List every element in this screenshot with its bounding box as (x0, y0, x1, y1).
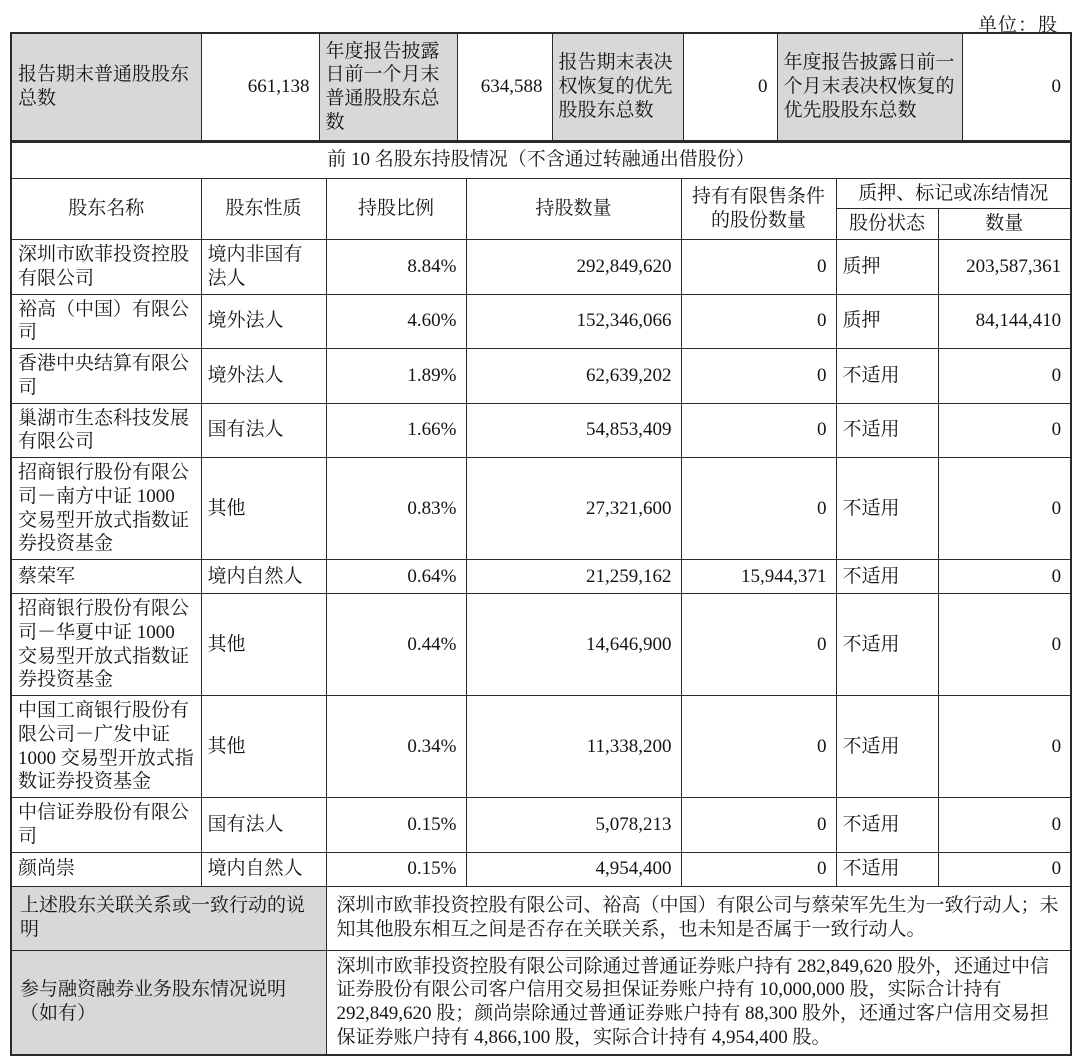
shareholding-quantity: 152,346,066 (466, 294, 681, 349)
shareholder-nature: 境内非国有法人 (201, 240, 326, 295)
shareholding-ratio: 0.15% (326, 798, 466, 853)
shareholding-ratio: 0.83% (326, 458, 466, 560)
ordinary-shareholders-total-label: 报告期末普通股股东总数 (11, 33, 201, 141)
margin-trading-note-row (11, 950, 1071, 1055)
summary-row (11, 33, 1071, 141)
shareholder-name: 深圳市欧菲投资控股有限公司 (11, 240, 201, 295)
shareholding-ratio: 4.60% (326, 294, 466, 349)
unit-label: 单位：股 (977, 15, 1058, 36)
shareholder-name: 颜尚崇 (11, 852, 201, 886)
preferred-shareholders-total-label: 报告期末表决权恢复的优先股股东总数 (552, 33, 683, 141)
margin-trading-note-label: 参与融资融券业务股东情况说明（如有） (11, 950, 326, 1055)
pledge-status: 不适用 (836, 852, 938, 886)
shareholding-ratio: 0.15% (326, 852, 466, 886)
pledge-number: 0 (938, 349, 1071, 404)
shareholder-row (11, 240, 1071, 295)
shareholding-quantity: 54,853,409 (466, 403, 681, 458)
ordinary-shareholders-premonth-label: 年度报告披露日前一个月末普通股股东总数 (319, 33, 457, 141)
pledge-number: 0 (938, 458, 1071, 560)
pledge-status: 不适用 (836, 458, 938, 560)
shareholding-ratio: 0.34% (326, 696, 466, 798)
pledge-status: 质押 (836, 240, 938, 295)
shareholder-nature: 国有法人 (201, 798, 326, 853)
shareholder-nature: 其他 (201, 458, 326, 560)
col-header-restricted: 持有有限售条件的股份数量 (681, 178, 836, 240)
header-row-1 (11, 178, 1071, 209)
restricted-shares: 15,944,371 (681, 560, 836, 594)
col-header-name: 股东名称 (11, 178, 201, 240)
shareholding-quantity: 27,321,600 (466, 458, 681, 560)
shareholder-name: 中信证券股份有限公司 (11, 798, 201, 853)
top10-shareholders-table (10, 141, 1072, 1056)
shareholder-count-summary-table (10, 32, 1072, 142)
shareholder-nature: 境外法人 (201, 294, 326, 349)
shareholding-ratio: 0.64% (326, 560, 466, 594)
restricted-shares: 0 (681, 349, 836, 404)
band-row (11, 142, 1071, 178)
pledge-number: 0 (938, 696, 1071, 798)
pledge-status: 不适用 (836, 349, 938, 404)
pledge-status: 不适用 (836, 560, 938, 594)
shareholder-row (11, 798, 1071, 853)
pledge-number: 84,144,410 (938, 294, 1071, 349)
shareholding-quantity: 21,259,162 (466, 560, 681, 594)
shareholder-nature: 国有法人 (201, 403, 326, 458)
margin-trading-note-text: 深圳市欧菲投资控股有限公司除通过普通证券账户持有 282,849,620 股外，还通过中信证券股份有限公司客户信用交易担保证券账户持有 10,000,000 股，实际合计持有 292,849,620 股；颜尚崇除通过普通证券账户持有 88,300 股外，还通过客户信用交易担保证券账户持有 4,866,100 股，实际合计持有 4,954,400 股。 (326, 950, 1071, 1055)
restricted-shares: 0 (681, 852, 836, 886)
col-header-ratio: 持股比例 (326, 178, 466, 240)
preferred-shareholders-premonth-value: 0 (962, 33, 1071, 141)
shareholder-name: 招商银行股份有限公司－南方中证 1000 交易型开放式指数证券投资基金 (11, 458, 201, 560)
ordinary-shareholders-total-value: 661,138 (201, 33, 319, 141)
restricted-shares: 0 (681, 403, 836, 458)
col-header-pledge-group: 质押、标记或冻结情况 (836, 178, 1071, 209)
top10-band-title: 前 10 名股东持股情况（不含通过转融通出借股份） (11, 142, 1071, 178)
shareholder-nature: 其他 (201, 594, 326, 696)
shareholder-name: 巢湖市生态科技发展有限公司 (11, 403, 201, 458)
relation-note-label: 上述股东关联关系或一致行动的说明 (11, 886, 326, 950)
shareholder-name: 招商银行股份有限公司－华夏中证 1000 交易型开放式指数证券投资基金 (11, 594, 201, 696)
restricted-shares: 0 (681, 594, 836, 696)
shareholder-row (11, 458, 1071, 560)
shareholding-quantity: 5,078,213 (466, 798, 681, 853)
restricted-shares: 0 (681, 458, 836, 560)
pledge-number: 0 (938, 798, 1071, 853)
shareholder-nature: 其他 (201, 696, 326, 798)
pledge-status: 质押 (836, 294, 938, 349)
shareholder-row (11, 594, 1071, 696)
shareholder-name: 香港中央结算有限公司 (11, 349, 201, 404)
restricted-shares: 0 (681, 294, 836, 349)
shareholding-quantity: 4,954,400 (466, 852, 681, 886)
shareholder-row (11, 560, 1071, 594)
col-header-status: 股份状态 (836, 209, 938, 240)
shareholder-row (11, 403, 1071, 458)
shareholding-quantity: 62,639,202 (466, 349, 681, 404)
pledge-status: 不适用 (836, 594, 938, 696)
relation-note-text: 深圳市欧菲投资控股有限公司、裕高（中国）有限公司与蔡荣军先生为一致行动人；未知其他股东相互之间是否存在关联关系，也未知是否属于一致行动人。 (326, 886, 1071, 950)
ordinary-shareholders-premonth-value: 634,588 (457, 33, 552, 141)
shareholder-row (11, 852, 1071, 886)
preferred-shareholders-premonth-label: 年度报告披露日前一个月末表决权恢复的优先股股东总数 (777, 33, 962, 141)
shareholding-quantity: 14,646,900 (466, 594, 681, 696)
shareholder-row (11, 696, 1071, 798)
shareholder-row (11, 294, 1071, 349)
col-header-number: 数量 (938, 209, 1071, 240)
pledge-number: 203,587,361 (938, 240, 1071, 295)
col-header-nature: 股东性质 (201, 178, 326, 240)
shareholding-ratio: 1.89% (326, 349, 466, 404)
shareholding-ratio: 0.44% (326, 594, 466, 696)
shareholder-name: 裕高（中国）有限公司 (11, 294, 201, 349)
shareholding-quantity: 11,338,200 (466, 696, 681, 798)
restricted-shares: 0 (681, 798, 836, 853)
restricted-shares: 0 (681, 240, 836, 295)
col-header-quantity: 持股数量 (466, 178, 681, 240)
pledge-status: 不适用 (836, 696, 938, 798)
preferred-shareholders-total-value: 0 (683, 33, 777, 141)
pledge-status: 不适用 (836, 798, 938, 853)
shareholder-name: 中国工商银行股份有限公司－广发中证 1000 交易型开放式指数证券投资基金 (11, 696, 201, 798)
pledge-status: 不适用 (836, 403, 938, 458)
shareholding-ratio: 1.66% (326, 403, 466, 458)
shareholder-nature: 境内自然人 (201, 852, 326, 886)
pledge-number: 0 (938, 560, 1071, 594)
restricted-shares: 0 (681, 696, 836, 798)
shareholder-name: 蔡荣军 (11, 560, 201, 594)
pledge-number: 0 (938, 852, 1071, 886)
pledge-number: 0 (938, 403, 1071, 458)
pledge-number: 0 (938, 594, 1071, 696)
shareholding-ratio: 8.84% (326, 240, 466, 295)
shareholding-quantity: 292,849,620 (466, 240, 681, 295)
relation-note-row (11, 886, 1071, 950)
shareholder-nature: 境外法人 (201, 349, 326, 404)
shareholder-nature: 境内自然人 (201, 560, 326, 594)
shareholder-row (11, 349, 1071, 404)
